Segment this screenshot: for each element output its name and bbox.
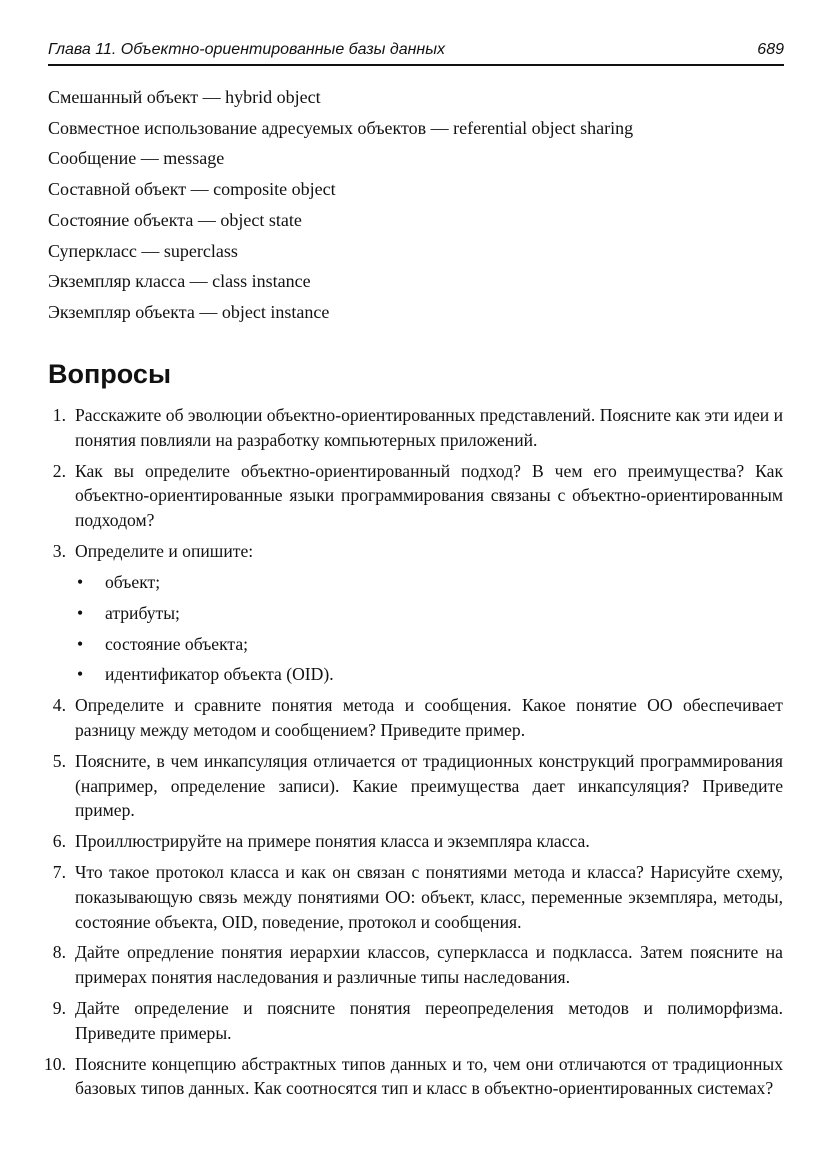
question-text: Проиллюстрируйте на примере понятия класса и экземпляра класса. [75,831,590,852]
question-item [44,1052,783,1101]
bullet-icon: • [77,664,84,685]
glossary-entry: Совместное использование адресуемых объектов — referential object sharing [48,117,634,138]
question-item [48,693,783,742]
question-number: 9. [52,998,66,1019]
question-number: 7. [52,862,66,883]
question-item [48,996,783,1045]
question-number: 2. [52,460,66,481]
question-number: 1. [52,405,66,425]
question-item [48,459,783,533]
question-text: Определите и опишите: [75,540,254,561]
page-number: 689 [757,41,784,58]
glossary-entry: Сообщение — message [48,148,225,169]
question-number: 5. [52,750,66,771]
glossary-entry: Суперкласс — superclass [48,240,238,261]
question-number: 10. [44,1053,66,1074]
question-text: Определите и сравните понятия метода и сообщения. Какое понятие ОО обеспечивает разницу между методом и сообщением? Приведите пример. [75,695,783,741]
bullet-item [75,662,783,687]
bullet-icon: • [77,571,84,592]
bullet-list [75,570,783,687]
question-text: Поясните, в чем инкапсуляция отличается от традиционных конструкций программирования (например, определение записи). Какие преимущества дает инкапсуляция? Приведите пример. [75,750,783,821]
question-text: Расскажите об эволюции объектно-ориентированных представлений. Поясните как эти идеи и понятия повлияли на разработку компьютерных приложений. [75,405,784,450]
question-text: Дайте определение и поясните понятия переопределения методов и полиморфизма. Приведите примеры. [75,998,783,1043]
question-item [48,860,783,934]
bullet-item [75,632,783,657]
bullet-text: состояние объекта; [105,633,249,654]
bullet-text: идентификатор объекта (OID). [105,664,334,685]
bullet-text: объект; [105,571,161,592]
glossary-entry: Состояние объекта — object state [48,209,302,230]
question-number: 8. [52,942,66,963]
question-item [48,749,783,823]
running-header [48,38,784,66]
chapter-title: Глава 11. Объектно-ориентированные базы данных [48,41,445,58]
bullet-item [75,570,783,595]
section-heading: Вопросы [48,359,172,389]
bullet-icon: • [77,602,84,623]
question-text: Что такое протокол класса и как он связан с понятиями метода и класса? Нарисуйте схему, показывающую связь между понятиями ОО: объект, класс, переменные экземпляра, методы, состояние объекта, OID, поведение, протокол и сообщения. [75,862,783,932]
bullet-item [75,601,783,626]
glossary-list [48,82,633,328]
question-text: Поясните концепцию абстрактных типов данных и то, чем они отличаются от традиционных базовых типов данных. Как соотносятся тип и класс в объектно-ориентированных системах? [75,1053,783,1099]
question-number: 4. [52,695,66,716]
glossary-entry: Смешанный объект — hybrid object [48,87,321,107]
bullet-icon: • [77,633,84,654]
question-item [48,829,783,854]
glossary-entry: Составной объект — composite object [48,179,336,200]
question-item [48,940,783,989]
question-number: 3. [52,540,66,561]
glossary-entry: Экземпляр класса — class instance [48,271,311,292]
questions-list [44,403,784,1107]
question-text: Как вы определите объектно-ориентированный подход? В чем его преимущества? Как объектно-ориентированные языки программирования связаны с объектно-ориентированным подходом? [75,460,783,530]
glossary-entry: Экземпляр объекта — object instance [48,301,330,322]
question-number: 6. [52,831,66,852]
question-item [48,403,783,452]
bullet-text: атрибуты; [105,602,180,623]
question-item [48,539,783,687]
question-text: Дайте опредление понятия иерархии классов, суперкласса и подкласса. Затем поясните на примерах понятия наследования и различные типы наследования. [75,942,783,988]
